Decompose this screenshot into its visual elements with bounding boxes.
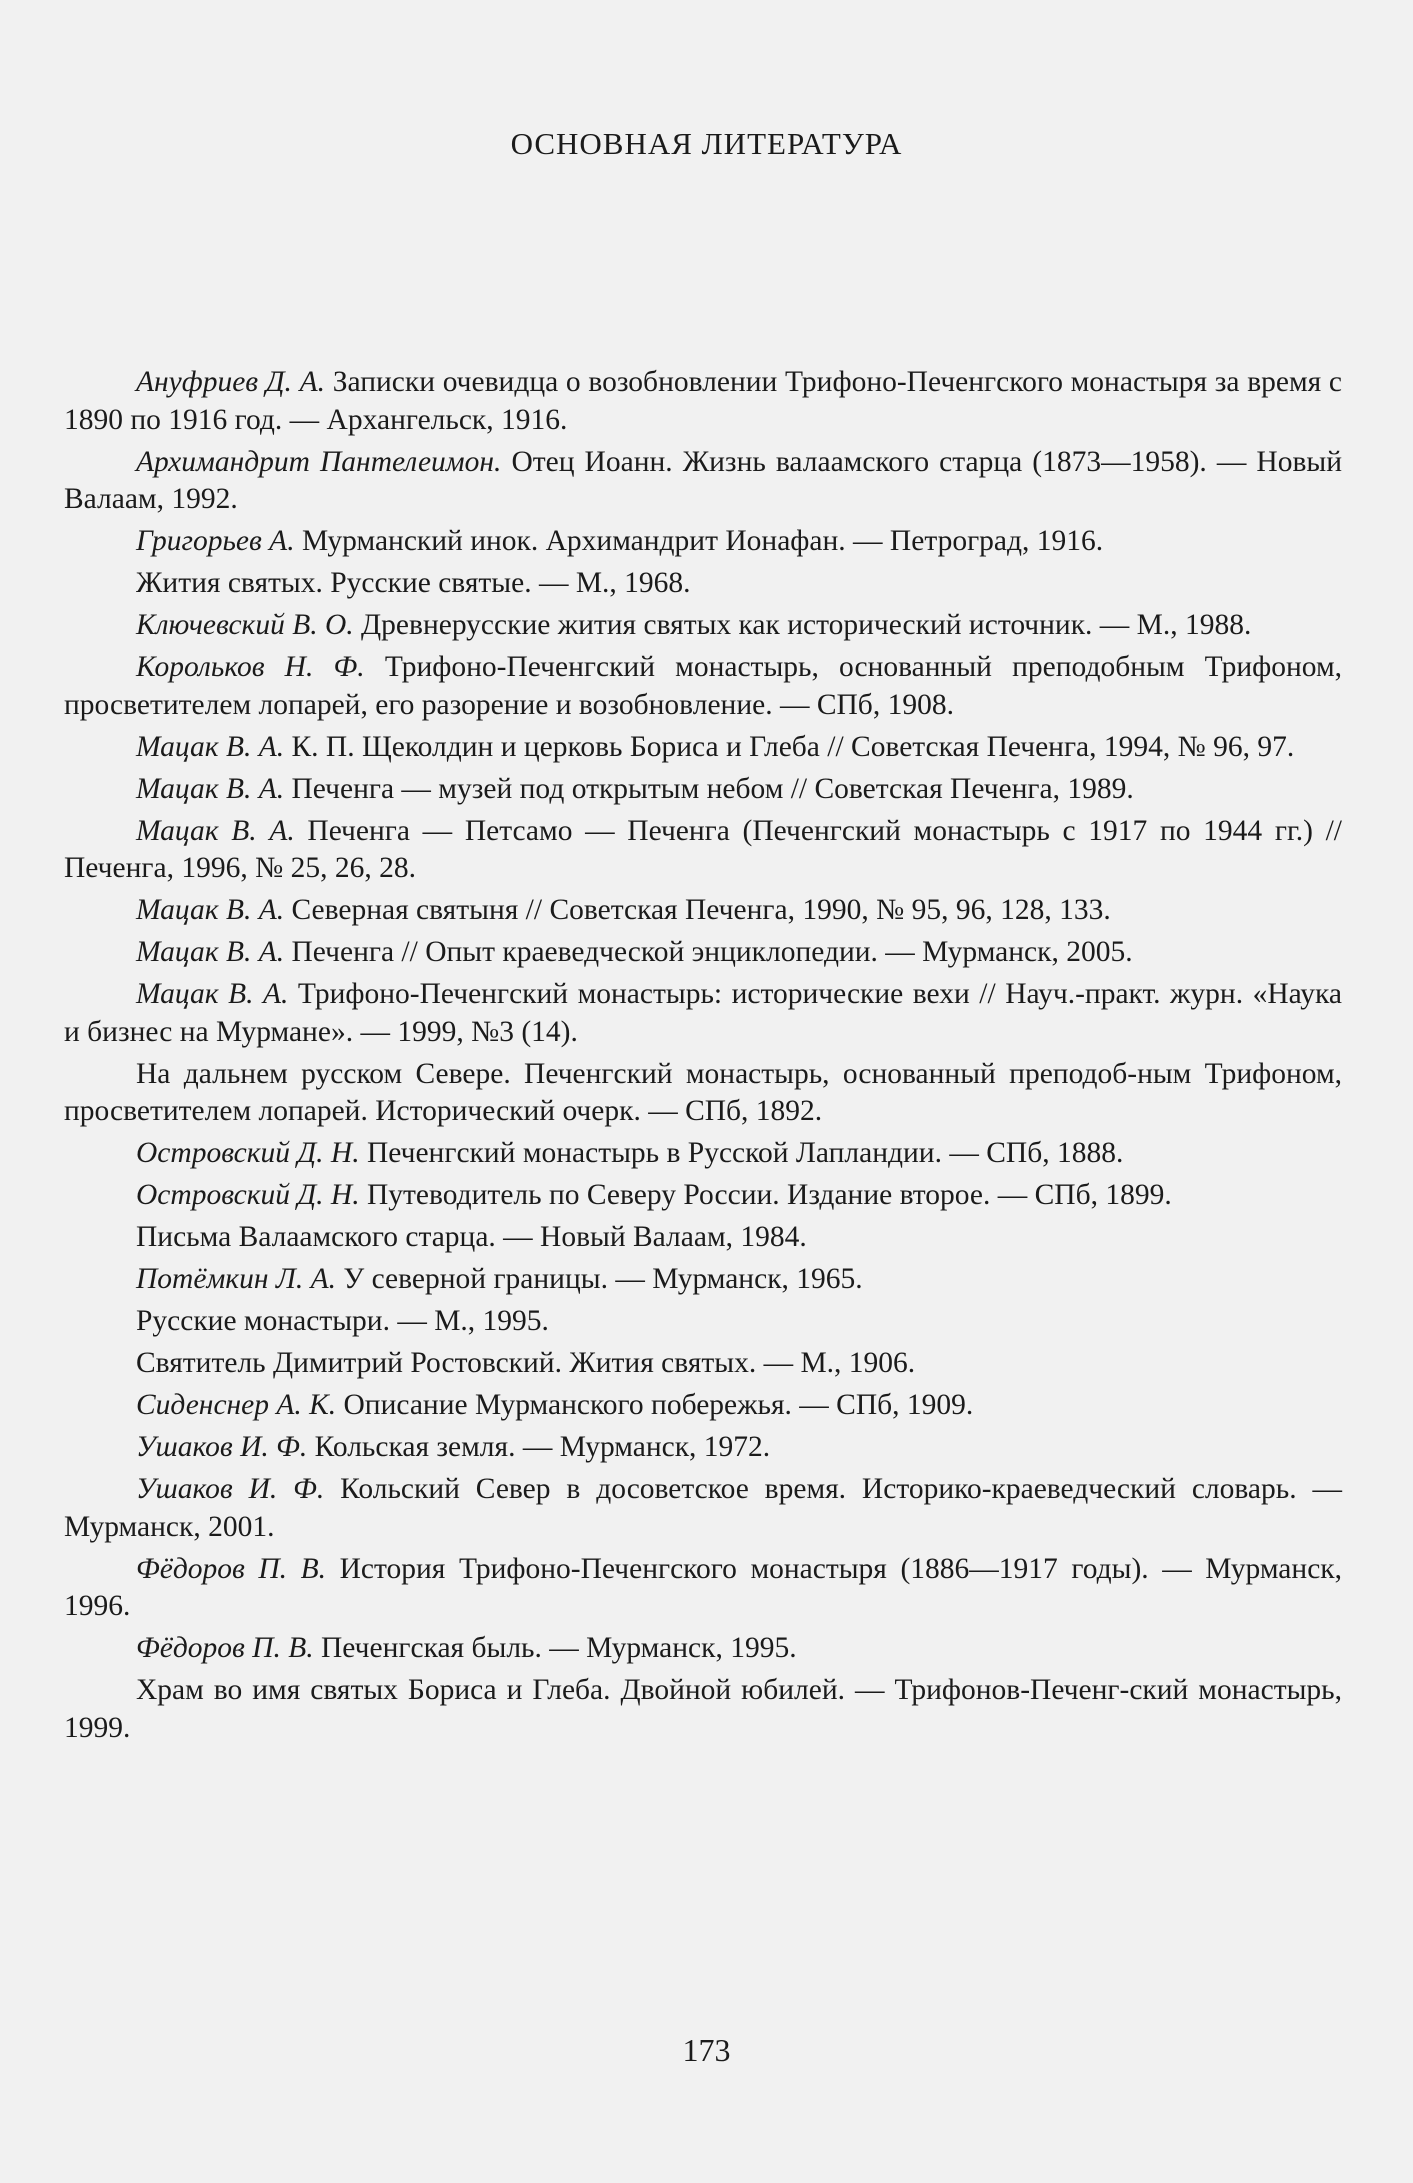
page-title: ОСНОВНАЯ ЛИТЕРАТУРА <box>510 126 903 161</box>
entry-text: Печенга // Опыт краеведческой энциклопедии. — Мурманск, 2005. <box>284 936 1133 968</box>
entry-text: История Трифоно-Печенгского монастыря (1886—1917 годы). — Мурманск, 1996. <box>64 1552 1342 1622</box>
entry-text: Описание Мурманского побережья. — СПб, 1909. <box>336 1389 974 1421</box>
bibliography-entry <box>64 1551 1342 1626</box>
entry-text: Древнерусские жития святых как исторический источник. — М., 1988. <box>353 609 1252 641</box>
entry-text: Храм во имя святых Бориса и Глеба. Двойной юбилей. — Трифонов-Печенг-ский монастырь, 1999. <box>64 1674 1342 1744</box>
entry-author: Корольков Н. Ф. <box>136 651 365 683</box>
bibliography-entry <box>64 1177 1342 1215</box>
entry-author: Ушаков И. Ф. <box>136 1431 308 1463</box>
bibliography-entry <box>64 1219 1342 1257</box>
entry-text: Печенгский монастырь в Русской Лапландии. — СПб, 1888. <box>359 1137 1124 1169</box>
entry-text: Отец Иоанн. Жизнь валаамского старца (1873—1958). — Новый Валаам, 1992. <box>64 445 1342 515</box>
bibliography-entry <box>64 1387 1342 1425</box>
bibliography-entry <box>64 1471 1342 1546</box>
bibliography-entry <box>64 1135 1342 1173</box>
entry-text: Печенгская быль. — Мурманск, 1995. <box>313 1632 797 1664</box>
entry-author: Ушаков И. Ф. <box>136 1473 325 1505</box>
entry-text: Печенга — музей под открытым небом // Советская Печенга, 1989. <box>284 772 1134 805</box>
entry-text: Трифоно-Печенгский монастырь, основанный преподобным Трифоном, просветителем лопарей, его разорение и возобновление. — СПб, 1908. <box>64 651 1343 721</box>
entry-text: У северной границы. — Мурманск, 1965. <box>335 1263 863 1295</box>
entry-author: Ключевский В. О. <box>136 609 354 641</box>
bibliography-entry <box>64 1345 1342 1383</box>
bibliography-entry <box>64 444 1342 519</box>
entry-text: Святитель Димитрий Ростовский. Жития святых. — М., 1906. <box>136 1347 916 1379</box>
bibliography-entry <box>64 649 1342 724</box>
bibliography-entry <box>64 1261 1342 1299</box>
entry-author: Ануфриев Д. А. <box>136 366 326 398</box>
entry-text: Кольская земля. — Мурманск, 1972. <box>307 1431 771 1463</box>
entry-text: На дальнем русском Севере. Печенгский монастырь, основанный преподоб-ным Трифоном, просветителем лопарей. Исторический очерк. — СПб, 1892. <box>64 1057 1342 1127</box>
entry-author: Фёдоров П. В. <box>136 1632 314 1664</box>
entry-text: Записки очевидца о возобновлении Трифоно-Печенгского монастыря за время с 1890 по 1916 год. — Архангельск, 1916. <box>64 366 1342 436</box>
entry-author: Мацак В. А. <box>136 772 285 805</box>
entry-text: Путеводитель по Северу России. Издание второе. — СПб, 1899. <box>359 1179 1172 1211</box>
entry-text: К. П. Щеколдин и церковь Бориса и Глеба // Советская Печенга, 1994, № 96, 97. <box>284 730 1295 763</box>
bibliography-entry <box>64 934 1342 972</box>
entry-author: Потёмкин Л. А. <box>136 1263 336 1295</box>
bibliography-entry <box>64 892 1342 930</box>
entry-author: Архимандрит Пантелеимон. <box>136 445 502 478</box>
page-number: 173 <box>682 2032 731 2068</box>
bibliography-entry <box>64 1672 1342 1747</box>
entry-author: Мацак В. А. <box>136 814 295 847</box>
entry-author: Островский Д. Н. <box>136 1137 360 1169</box>
entry-author: Мацак В. А. <box>136 730 285 763</box>
bibliography-entry <box>64 565 1342 603</box>
bibliography-entry <box>64 729 1342 767</box>
entry-text: Кольский Север в досоветское время. Историко-краеведческий словарь. — Мурманск, 2001. <box>64 1473 1342 1543</box>
entry-author: Сиденснер А. К. <box>136 1389 337 1421</box>
entry-author: Мацак В. А. <box>136 936 285 968</box>
entry-author: Мацак В. А. <box>136 894 285 926</box>
bibliography-entry <box>64 607 1342 645</box>
entry-author: Островский Д. Н. <box>136 1179 360 1211</box>
entry-author: Григорьев А. <box>136 525 295 557</box>
bibliography-entry <box>64 813 1342 888</box>
bibliography-list <box>64 364 1342 1752</box>
entry-text: Печенга — Петсамо — Печенга (Печенгский монастырь с 1917 по 1944 гг.) // Печенга, 1996, № 25, 26, 28. <box>64 814 1342 884</box>
bibliography-entry <box>64 364 1342 439</box>
entry-text: Мурманский инок. Архимандрит Ионафан. — Петроград, 1916. <box>294 525 1104 557</box>
entry-text: Русские монастыри. — М., 1995. <box>136 1305 549 1337</box>
bibliography-entry <box>64 976 1342 1051</box>
entry-text: Письма Валаамского старца. — Новый Валаам, 1984. <box>136 1221 807 1253</box>
bibliography-entry <box>64 1303 1342 1341</box>
bibliography-entry <box>64 1056 1342 1131</box>
bibliography-entry <box>64 771 1342 809</box>
entry-text: Трифоно-Печенгский монастырь: исторические вехи // Науч.-практ. журн. «Наука и бизнес на Мурмане». — 1999, №3 (14). <box>64 978 1342 1048</box>
entry-author: Фёдоров П. В. <box>136 1552 327 1585</box>
entry-text: Северная святыня // Советская Печенга, 1990, № 95, 96, 128, 133. <box>284 894 1111 926</box>
bibliography-entry <box>64 523 1342 561</box>
bibliography-entry <box>64 1630 1342 1668</box>
bibliography-entry <box>64 1429 1342 1467</box>
entry-text: Жития святых. Русские святые. — М., 1968. <box>136 567 691 599</box>
entry-author: Мацак В. А. <box>136 978 289 1010</box>
